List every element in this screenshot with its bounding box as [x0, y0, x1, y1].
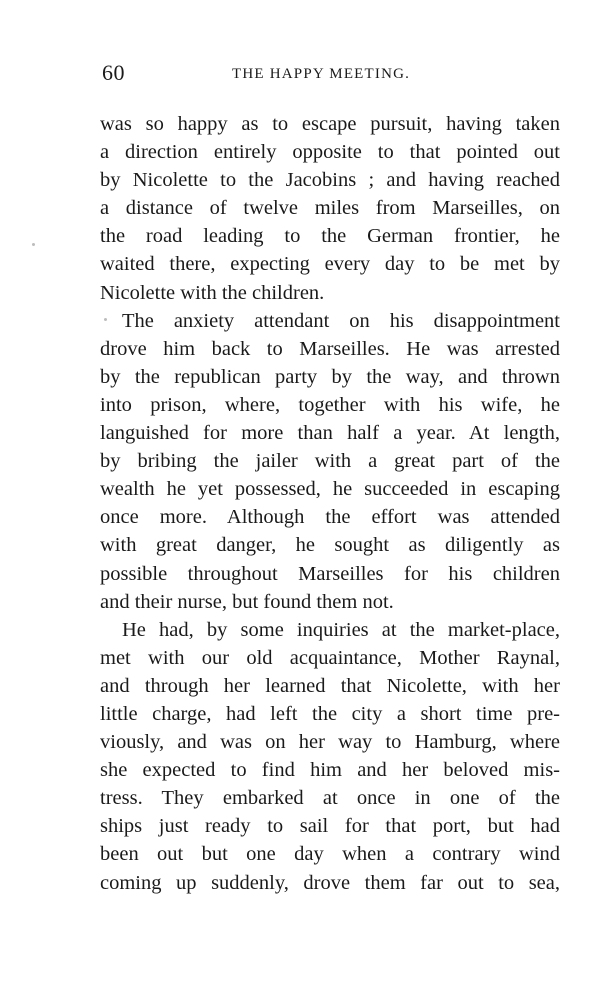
text-line: coming up suddenly, drove them far out to sea, [100, 871, 560, 894]
text-line: waited there, expecting every day to be met by [100, 253, 560, 276]
text-line: languished for more than half a year. At length, [100, 422, 560, 445]
scan-speck [104, 318, 107, 321]
text-line: into prison, where, together with his wife, he [100, 393, 560, 416]
text-line: been out but one day when a contrary wind [100, 843, 560, 866]
text-line: by bribing the jailer with a great part of the [100, 450, 560, 473]
text-line: the road leading to the German frontier, he [100, 225, 560, 248]
text-line: with great danger, he sought as diligently as [100, 534, 560, 557]
text-line: was so happy as to escape pursuit, having taken [100, 113, 560, 135]
text-line: wealth he yet possessed, he succeeded in escaping [100, 478, 560, 501]
text-line: met with our old acquaintance, Mother Raynal, [100, 646, 560, 669]
text-line: little charge, had left the city a short time pre- [100, 702, 560, 725]
text-line: by Nicolette to the Jacobins ; and having reached [100, 169, 560, 192]
page-header [100, 60, 560, 90]
text-line: once more. Although the effort was attended [100, 506, 560, 529]
text-line: Nicolette with the children. [100, 281, 325, 304]
text-line: viously, and was on her way to Hamburg, where [100, 731, 560, 754]
text-line: by the republican party by the way, and thrown [100, 365, 560, 388]
page-number: 60 [102, 60, 125, 85]
text-line: ships just ready to sail for that port, but had [100, 815, 560, 838]
text-line: The anxiety attendant on his disappointment [122, 309, 560, 332]
text-line: she expected to find him and her beloved mis- [100, 759, 560, 782]
body-text [100, 110, 560, 897]
text-line: He had, by some inquiries at the market-place, [122, 618, 560, 641]
running-head: THE HAPPY MEETING. [232, 66, 411, 82]
scan-speck [32, 243, 35, 246]
text-line: tress. They embarked at once in one of the [100, 787, 560, 810]
text-line: drove him back to Marseilles. He was arrested [100, 337, 560, 360]
text-line: possible throughout Marseilles for his children [100, 562, 560, 585]
text-line: a distance of twelve miles from Marseilles, on [100, 197, 560, 220]
text-line: and their nurse, but found them not. [100, 590, 394, 613]
text-line: and through her learned that Nicolette, with her [100, 674, 560, 697]
text-line: a direction entirely opposite to that pointed out [100, 141, 560, 164]
